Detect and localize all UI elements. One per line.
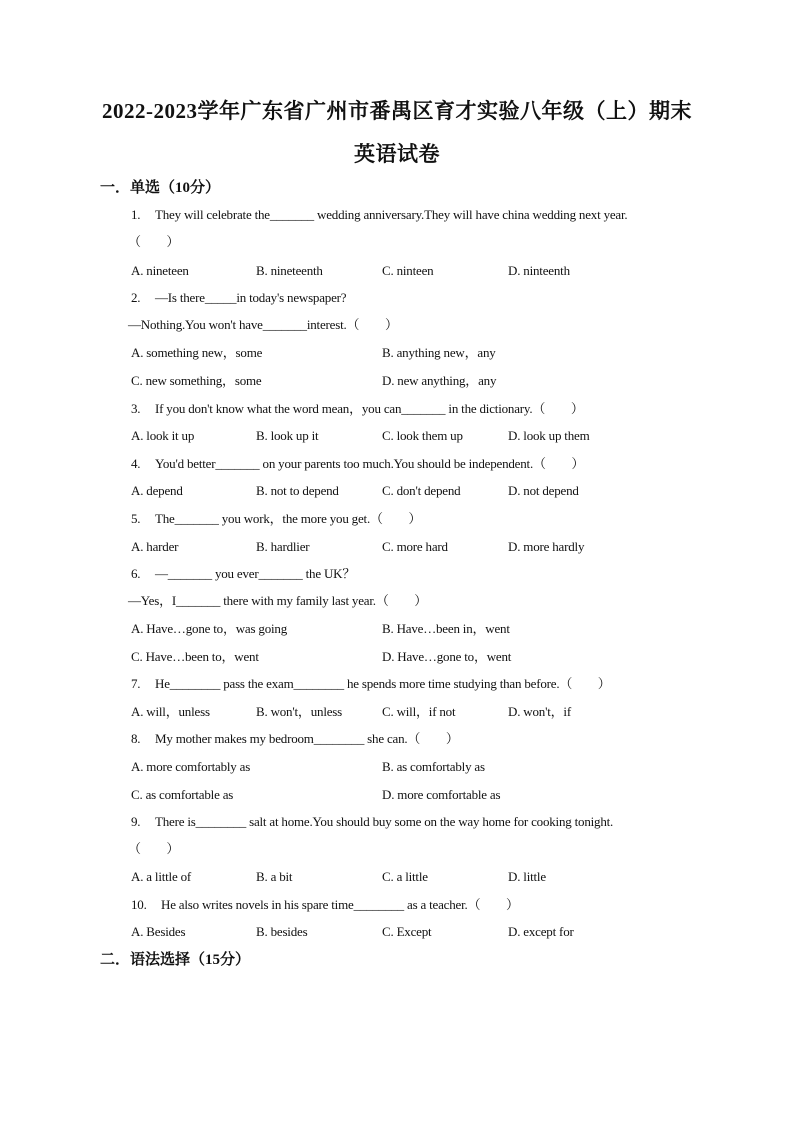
question-5-option-b[interactable]: B. hardlier (256, 539, 310, 554)
question-8-option-a[interactable]: A. more comfortably as (131, 759, 251, 774)
question-10-option-c[interactable]: C. Except (382, 924, 432, 939)
question-9-option-a[interactable]: A. a little of (131, 869, 192, 884)
section-heading-grammar-choice: 二．语法选择（15分） (100, 952, 251, 968)
question-5-stem: 5. The_______ you work，the more you get.（ ） (131, 511, 422, 526)
question-4-option-c[interactable]: C. don't depend (382, 483, 461, 498)
question-3-stem: 3. If you don't know what the word mean，you can_______ in the dictionary.（ ） (131, 401, 584, 416)
question-5-option-c[interactable]: C. more hard (382, 539, 448, 554)
question-7-option-a[interactable]: A. will，unless (131, 704, 210, 719)
question-1-stem: 1. They will celebrate the_______ wedding anniversary.They will have china wedding next year. (131, 207, 628, 222)
question-8-option-d[interactable]: D. more comfortable as (382, 787, 501, 802)
question-6-option-c[interactable]: C. Have…been to，went (131, 649, 259, 664)
question-1-option-c[interactable]: C. ninteen (382, 263, 434, 278)
question-10-option-b[interactable]: B. besides (256, 924, 308, 939)
question-6-option-d[interactable]: D. Have…gone to，went (382, 649, 512, 664)
question-10-option-a[interactable]: A. Besides (131, 924, 186, 939)
question-3-option-a[interactable]: A. look it up (131, 428, 195, 443)
question-5-option-d[interactable]: D. more hardly (508, 539, 585, 554)
question-9-option-b[interactable]: B. a bit (256, 869, 293, 884)
question-2-option-b[interactable]: B. anything new，any (382, 345, 496, 360)
question-3-option-d[interactable]: D. look up them (508, 428, 590, 443)
question-1-option-d[interactable]: D. ninteenth (508, 263, 570, 278)
question-9-stem: 9. There is________ salt at home.You should buy some on the way home for cooking tonight. (131, 814, 614, 829)
question-7-option-b[interactable]: B. won't，unless (256, 704, 343, 719)
question-10-option-d[interactable]: D. except for (508, 924, 574, 939)
question-3-option-b[interactable]: B. look up it (256, 428, 319, 443)
question-2-stem-reply: —Nothing.You won't have_______interest.（ ） (128, 317, 398, 332)
question-5-option-a[interactable]: A. harder (131, 539, 179, 554)
question-8-option-c[interactable]: C. as comfortable as (131, 787, 234, 802)
question-6-stem: 6. —_______ you ever_______ the UK？ (131, 566, 356, 581)
question-2-option-a[interactable]: A. something new，some (131, 345, 263, 360)
question-1-option-a[interactable]: A. nineteen (131, 263, 189, 278)
question-6-option-b[interactable]: B. Have…been in，went (382, 621, 510, 636)
question-10-stem: 10. He also writes novels in his spare time________ as a teacher.（ ） (131, 897, 519, 912)
question-7-stem: 7. He________ pass the exam________ he spends more time studying than before.（ ） (131, 676, 611, 691)
question-9-option-c[interactable]: C. a little (382, 869, 428, 884)
question-2-stem: 2. —Is there_____in today's newspaper? (131, 290, 347, 305)
question-4-option-d[interactable]: D. not depend (508, 483, 579, 498)
question-8-option-b[interactable]: B. as comfortably as (382, 759, 485, 774)
question-3-option-c[interactable]: C. look them up (382, 428, 463, 443)
question-8-stem: 8. My mother makes my bedroom________ she can.（ ） (131, 731, 459, 746)
exam-title-line2: 英语试卷 (354, 142, 440, 166)
question-9-answer-paren: （ ） (128, 841, 180, 856)
question-4-option-b[interactable]: B. not to depend (256, 483, 339, 498)
question-4-stem: 4. You'd better_______ on your parents too much.You should be independent.（ ） (131, 456, 585, 471)
question-9-option-d[interactable]: D. little (508, 869, 546, 884)
question-2-option-d[interactable]: D. new anything，any (382, 373, 497, 388)
question-6-stem-reply: —Yes，I_______ there with my family last year.（ ） (128, 593, 428, 608)
question-6-option-a[interactable]: A. Have…gone to，was going (131, 621, 288, 636)
question-4-option-a[interactable]: A. depend (131, 483, 183, 498)
question-1-option-b[interactable]: B. nineteenth (256, 263, 323, 278)
question-7-option-c[interactable]: C. will，if not (382, 704, 456, 719)
question-1-answer-paren: （ ） (128, 234, 180, 249)
question-7-option-d[interactable]: D. won't，if (508, 704, 571, 719)
exam-title-line1: 2022-2023学年广东省广州市番禺区育才实验八年级（上）期末 (102, 99, 692, 123)
question-2-option-c[interactable]: C. new something，some (131, 373, 262, 388)
section-heading-single-choice: 一．单选（10分） (100, 180, 221, 196)
